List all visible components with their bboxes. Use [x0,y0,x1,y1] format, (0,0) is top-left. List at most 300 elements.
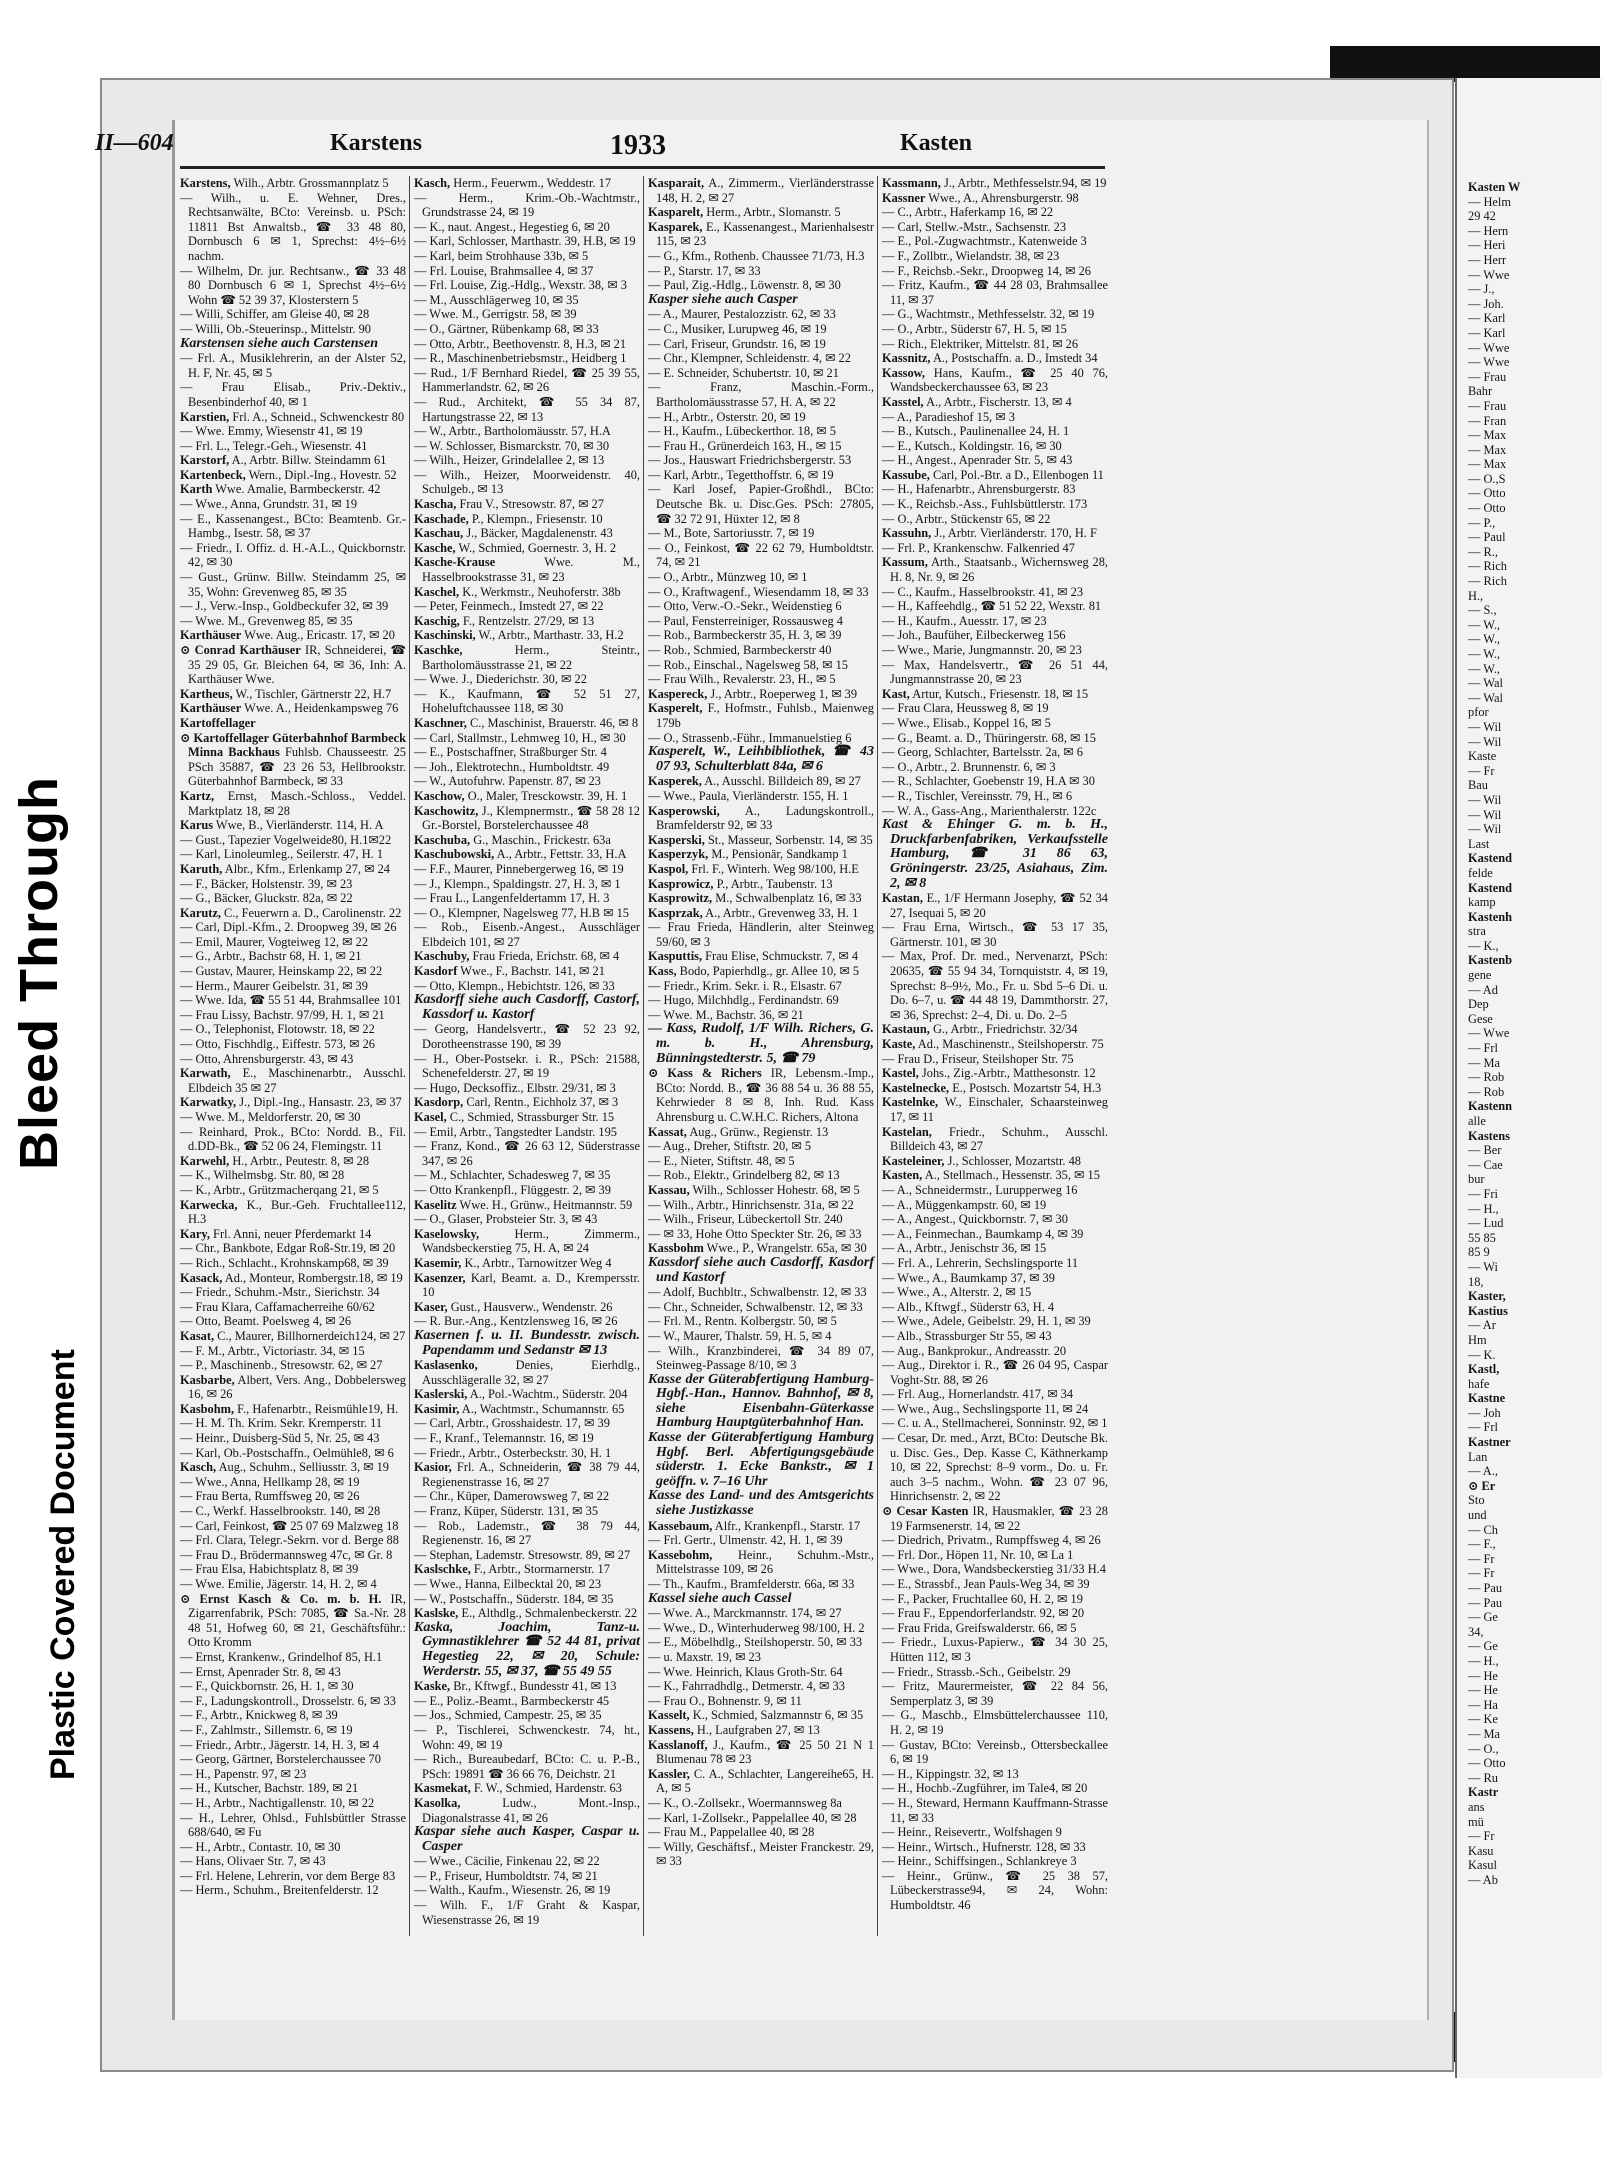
directory-entry [648,1125,874,1140]
entry-details: F. W., Schmied, Hardenstr. 63 [470,1781,622,1796]
adjacent-entry-fragment: Last [1468,836,1490,851]
directory-entry [648,293,874,308]
directory-entry [414,1329,640,1358]
directory-entry [414,1854,640,1869]
entry-details: — Wwe. M., Bachstr. 36, ✉ 21 [648,1007,804,1022]
entry-details: — Friedr., Arbtr., Jägerstr. 14, H. 3, ✉ 4 [180,1737,379,1752]
entry-details: — Wilh. F., 1/F Graht & Kaspar, Wiesenstrasse 26, ✉ 19 [414,1898,640,1927]
directory-entry [882,1314,1108,1329]
page-header [95,130,1095,164]
adjacent-entry-fragment: — Herr [1468,252,1507,267]
entry-details: — F., Ladungskontroll., Drosselstr. 6, ✉ 33 [180,1693,396,1708]
entry-details: K., Arbtr., Tarnowitzer Weg 4 [461,1255,612,1270]
entry-name: Karuth, [180,861,223,876]
adjacent-entry-fragment: — Joh. [1468,296,1504,311]
directory-entry [648,1811,874,1826]
entry-name: Kasat, [180,1328,215,1343]
directory-entry [180,1241,406,1256]
adjacent-entry-fragment: Kastr [1468,1785,1499,1800]
entry-details: — Wwe., Anna, Hellkamp 28, ✉ 19 [180,1474,360,1489]
directory-entry [180,1358,406,1373]
directory-entry [180,979,406,994]
directory-entry [414,1198,640,1213]
adjacent-entry-fragment: — Wal [1468,690,1503,705]
directory-entry [648,1154,874,1169]
directory-entry [648,949,874,964]
entry-details: Hans, Kaufm., ☎ 25 40 76, Wandsbeckerchaussee 63, ✉ 23 [890,365,1108,395]
directory-entry [180,322,406,337]
entry-name: Kasdorff [414,992,465,1008]
entry-name: Kasputtis, [648,949,703,964]
entry-details: — Wwe., A., Baumkamp 37, ✉ 39 [882,1270,1055,1285]
entry-details: — Cesar, Dr. med., Arzt, BCto: Deutsche Bk. u. Disc. Ges., Dep. Kasse C, Käthnerkamp 10, ✉ 22, Sprechst: 8–9 vorm., Do. u. Fr. auch 3–5 nachm., Wohn. ☎ 23 07 96, Hinrichsenstr. 2, ✉ 22 [882,1431,1108,1504]
directory-entry [180,1446,406,1461]
entry-details: — Ernst, Krankenw., Grindelhof 85, H.1 [180,1649,383,1664]
directory-entry [882,1548,1108,1563]
entry-details: — O., Glaser, Probsteier Str. 3, ✉ 43 [414,1212,598,1227]
directory-entry [882,774,1108,789]
directory-entry [648,1373,874,1431]
entry-details: — Heinr., Duisberg-Süd 5, Nr. 25, ✉ 43 [180,1431,380,1446]
entry-details: Ad., Monteur, Rombergstr.18, ✉ 19 [222,1270,403,1285]
directory-entry [180,439,406,454]
directory-entry [180,1227,406,1242]
directory-entry [882,307,1108,322]
entry-name: Kasimir, [414,1401,460,1416]
adjacent-entry-fragment: — Ar [1468,1318,1496,1333]
directory-entry [180,789,406,818]
entry-details: — Wilhelm, Dr. jur. Rechtsanw., ☎ 33 48 80 Dornbusch 6 ✉ 1, Sprechst 4½–6½ Wohn ☎ 52 39 37, Klosterstern 5 [180,263,406,307]
directory-entry [414,891,640,906]
directory-entry [882,1767,1108,1782]
adjacent-entry-fragment: bur [1468,1172,1485,1187]
entry-details: — Wwe. Emmy, Wiesenstr 41, ✉ 19 [180,424,363,439]
entry-name: Kasmekat, [414,1781,471,1796]
directory-entry [882,1533,1108,1548]
entry-details: — P., Friseur, Humboldtstr. 74, ✉ 21 [414,1868,598,1883]
directory-entry [414,1679,640,1694]
entry-name: Karthäuser [180,701,242,716]
directory-entry [648,1183,874,1198]
directory-entry [414,1883,640,1898]
directory-entry [882,512,1108,527]
directory-entry [414,439,640,454]
directory-entry [882,1562,1108,1577]
entry-details: Gust., Hausverw., Wendenstr. 26 [447,1299,613,1314]
entry-details: — O., Arbtr., Süderstr 67, H. 5, ✉ 15 [882,321,1067,336]
directory-entry [180,1285,406,1300]
directory-entry [648,1329,874,1344]
entry-details: — G., Maschb., Elmsbüttelerchaussee 110, H. 2, ✉ 19 [882,1708,1108,1737]
directory-entry [180,599,406,614]
entry-details: — Fritz, Kaufm., ☎ 44 28 03, Brahmsallee 11, ✉ 37 [882,278,1108,307]
entry-name: Kasche, [414,540,456,555]
entry-details: — Max, Prof. Dr. med., Nervenarzt, PSch: 20635, ☎ 55 94 34, Tornquiststr. 4, ✉ 19, Sprechst: 8–9½, Mo., Fr. u. Sbd 5–6 Di. u. Do. 6–7, u. ☎ 44 48 19, Dammthorstr. 27, ✉ 36, Sprechst: 2–4, Di. u. Do. 2–5 [882,949,1108,1022]
directory-entry [648,1694,874,1709]
directory-entry [882,1212,1108,1227]
directory-entry [648,789,874,804]
directory-entry [882,716,1108,731]
directory-entry [414,1548,640,1563]
entry-details: — Wwe. Ida, ☎ 55 51 44, Brahmsallee 101 [180,993,402,1008]
entry-details: Frau Frieda, Erichstr. 68, ✉ 4 [469,949,620,964]
entry-details: C., Schmied, Strassburger Str. 15 [446,1110,615,1124]
entry-details: Wwe. M., Hasselbrookstrasse 31, ✉ 23 [422,555,640,585]
directory-entry [180,993,406,1008]
entry-name: Karstensen [180,335,245,351]
entry-name: Kasparelt, [648,205,704,220]
entry-details: Herm., Feuerwm., Weddestr. 17 [450,176,612,190]
directory-entry [414,424,640,439]
entry-details: — Gustav, BCto: Vereinsb., Ottersbeckallee 6, ✉ 19 [882,1737,1108,1767]
directory-entry [414,1022,640,1051]
entry-details: — Frl. A., Musiklehrerin, an der Alster 52, H. F, Nr. 45, ✉ 5 [180,351,406,380]
directory-entry [648,1533,874,1548]
adjacent-entry-fragment: 55 85 [1468,1230,1496,1245]
entry-name: Kasbarbe, [180,1372,235,1387]
adjacent-entry-fragment: — Wi [1468,1259,1498,1274]
directory-entry [882,745,1108,760]
directory-entry [882,541,1108,556]
entry-details: Br., Kftwgf., Bundesstr 41, ✉ 13 [450,1679,617,1694]
directory-entry [414,1708,640,1723]
directory-entry [648,1840,874,1869]
entry-details: O., Maler, Tresckowstr. 39, H. 1 [464,788,628,803]
directory-entry [882,760,1108,775]
directory-entry [648,1723,874,1738]
directory-entry [414,1256,640,1271]
entry-name: Kaske, [414,1679,451,1694]
entry-details: Wwe., P., Wrangelstr. 65a, ✉ 30 [703,1241,867,1256]
entry-details: — Otto Krankenpfl., Flüggestr. 2, ✉ 39 [414,1182,611,1197]
entry-details: — E., Kassenangest., BCto: Beamtenb. Gr.-Hambg., Isestr. 58, ✉ 37 [180,511,406,541]
directory-entry [648,643,874,658]
entry-details: — Frau O., Bohnenstr. 9, ✉ 11 [648,1693,802,1708]
directory-entry [648,1708,874,1723]
adjacent-entry-fragment: Kastens [1468,1128,1510,1143]
entry-details: — Otto, Arbtr., Beethovenstr. 8, H.3, ✉ 21 [414,336,627,351]
entry-name: Kaschner, [414,715,467,730]
directory-entry [414,1168,640,1183]
adjacent-entry-fragment: — Otto [1468,486,1506,501]
entry-details: — Rob., Einschal., Nagelsweg 58, ✉ 15 [648,657,848,672]
directory-entry [414,526,640,541]
entry-details: — Karl, Linoleumleg., Seilerstr. 47, H. 1 [180,847,384,862]
adjacent-entry-fragment: Kasu [1468,1843,1494,1858]
adjacent-entry-fragment: — Karl [1468,311,1506,326]
adjacent-entry-fragment: — Fran [1468,413,1507,428]
page-number: II—604 [95,130,174,156]
directory-entry [648,701,874,730]
entry-details: — G., Wachtmstr., Methfesselstr. 32, ✉ 19 [882,307,1095,322]
directory-entry [414,541,640,556]
entry-details: — Frau Elsa, Habichtsplatz 8, ✉ 39 [180,1562,359,1577]
entry-name: Kassau, [648,1182,690,1197]
entry-details: — Frl. Clara, Telegr.-Sekrn. vor d. Berge 88 [180,1533,399,1548]
adjacent-entry-fragment: 29 42 [1468,209,1496,224]
entry-details: siehe auch Carstensen [244,335,378,351]
directory-entry [180,964,406,979]
entry-name: ⊙ Kartoffellager Güterbahnhof Barmbeck Minna Backhaus [180,730,406,760]
adjacent-entry-fragment: — K. [1468,1347,1496,1362]
entry-details: — Rich., Elektriker, Mittelstr. 81, ✉ 26 [882,336,1079,351]
directory-entry [648,804,874,833]
entry-details: A., Ausschl. Billdeich 89, ✉ 27 [701,774,861,789]
entry-details: P., Arbtr., Taubenstr. 13 [713,876,833,891]
entry-details: — Emil, Maurer, Vogteiweg 12, ✉ 22 [180,934,369,949]
adjacent-entry-fragment: — Ber [1468,1143,1502,1158]
directory-entry [882,920,1108,949]
directory-entry [180,1460,406,1475]
adjacent-entry-fragment: 34, [1468,1624,1484,1639]
directory-entry [648,1008,874,1023]
column-3 [648,176,874,1936]
entry-details: — Frl. L., Telegr.-Geh., Wiesenstr. 41 [180,438,368,453]
entry-name: Kassat, [648,1124,687,1139]
adjacent-entry-fragment: felde [1468,865,1493,880]
entry-details: — Frau F., Eppendorferlandstr. 92, ✉ 20 [882,1606,1085,1621]
entry-details: — ✉ 33, Hohe Otto Speckter Str. 26, ✉ 33 [648,1226,862,1241]
entry-details: K., Werkmstr., Neuhoferstr. 38b [459,584,621,599]
directory-entry [648,1592,874,1607]
entry-details: — H., Papenstr. 97, ✉ 23 [180,1766,307,1781]
directory-entry [648,1022,874,1066]
entry-name: Kasslanoff, [648,1737,708,1752]
adjacent-entry-fragment: — Ma [1468,1726,1501,1741]
entry-details: — H., Kaufm., Auesstr. 17, ✉ 23 [882,613,1047,628]
adjacent-entry-fragment: ans [1468,1799,1485,1814]
adjacent-entry-fragment: 85 9 [1468,1245,1490,1260]
directory-entry [180,1095,406,1110]
entry-name: Kastelnecke, [882,1080,950,1095]
entry-details: H., Laufgraben 27, ✉ 13 [693,1722,820,1737]
directory-entry [648,424,874,439]
directory-entry [180,643,406,687]
directory-entry [180,1475,406,1490]
entry-details: — A., Paradieshof 15, ✉ 3 [882,409,1015,424]
entry-details: — A., Schneidermstr., Lurupperweg 16 [882,1182,1078,1197]
directory-entry [648,1139,874,1154]
entry-details: — E., Strassbf., Jean Pauls-Weg 34, ✉ 39 [882,1577,1090,1591]
entry-details: C., Maurer, Billhornerdeich124, ✉ 27 [214,1328,406,1343]
directory-entry [648,1519,874,1534]
entry-name: Kassdorf [648,1254,700,1270]
directory-entry [414,293,640,308]
directory-entry [648,1300,874,1315]
directory-entry [414,964,640,979]
entry-name: Kastelan, [882,1124,932,1139]
directory-entry [648,891,874,906]
entry-name: Kast & Ehinger G. m. b. H., [882,817,1108,833]
entry-name: Kasse der Güterabfertigung [648,1430,813,1446]
entry-details: — Friedr., Krim. Sekr. i. R., Elsastr. 67 [648,978,842,993]
directory-entry [648,1314,874,1329]
entry-details: — Alb., Kftwgf., Süderstr 63, H. 4 [882,1299,1055,1314]
directory-entry [882,1037,1108,1052]
directory-entry [180,891,406,906]
adjacent-entry-fragment: — Fri [1468,1186,1498,1201]
adjacent-entry-fragment: — J., [1468,282,1495,297]
entry-name: Karwehl, [180,1153,230,1168]
directory-entry [180,1869,406,1884]
entry-details: — M., Bote, Sartoriusstr. 7, ✉ 19 [648,526,815,541]
adjacent-entry-fragment: Kastner [1468,1435,1511,1450]
directory-entry [180,1037,406,1052]
entry-details: IR, Schneiderei, ☎ 35 29 05, Gr. Bleichen 64, ✉ 36, Inh: A. Karthäuser Wwe. [188,643,406,687]
entry-details: — Gustav, Maurer, Heinskamp 22, ✉ 22 [180,964,383,979]
entry-details: — Otto, Fischhdlg., Eiffestr. 573, ✉ 26 [180,1037,375,1052]
entry-name: Kascha, [414,497,457,512]
entry-details: — O., Arbtr., Stückenstr 65, ✉ 22 [882,511,1051,526]
directory-entry [180,847,406,862]
adjacent-entry-fragment: — Fr [1468,1829,1495,1844]
directory-entry [414,1446,640,1461]
entry-name: Kaslasenko, [414,1358,478,1373]
entry-details: J., Kaufm., ☎ 25 50 21 N 1 Blumenau 78 ✉ 23 [656,1737,874,1767]
directory-entry [414,1183,640,1198]
entry-details: — F., Zollbtr., Wielandstr. 38, ✉ 23 [882,248,1060,263]
directory-entry [414,176,640,191]
directory-entry [180,1548,406,1563]
entry-details: M., Pensionär, Sandkamp 1 [708,847,848,862]
entry-details: — H., Kaufm., Lübeckerthor. 18, ✉ 5 [648,424,836,439]
directory-entry [180,1650,406,1665]
directory-entry [648,410,874,425]
entry-details: — Rob., Lademstr., ☎ 38 79 44, Regienenstr. 16, ✉ 27 [414,1518,640,1548]
entry-name: Kasior, [414,1460,452,1475]
entry-details: — O., Strassenb.-Führ., Immanuelstieg 6 [648,730,852,745]
directory-entry [882,1781,1108,1796]
adjacent-entry-fragment: — Fr [1468,1551,1495,1566]
directory-entry [882,395,1108,410]
directory-entry [180,862,406,877]
adjacent-entry-fragment: Kastenn [1468,1099,1513,1114]
entry-details: — Aug., Direktor i. R., ☎ 26 04 95, Caspar Voght-Str. 88, ✉ 26 [882,1358,1108,1387]
entry-details: — K., Kaufmann, ☎ 52 51 27, Hoheluftchaussee 118, ✉ 30 [414,686,640,716]
entry-details: — A., Arbtr., Jenischstr 36, ✉ 15 [882,1241,1047,1256]
directory-entry [882,1504,1108,1533]
entry-name: Kasperzyk, [648,847,709,862]
entry-details: — A., Angest., Quickbornstr. 7, ✉ 30 [882,1212,1068,1227]
entry-name: Kassum, [882,555,928,570]
directory-entry [414,687,640,716]
directory-entry [648,1431,874,1489]
entry-details: — C. u. A., Stellmacherei, Sonninstr. 92, ✉ 1 [882,1416,1108,1431]
directory-entry [648,1796,874,1811]
column-divider [877,176,878,1936]
directory-entry [882,1738,1108,1767]
directory-entry [414,278,640,293]
adjacent-entry-fragment: Kasul [1468,1858,1497,1873]
entry-details: E., Kassenangest., Marienhalsestr 115, ✉ 23 [656,219,874,249]
directory-entry [180,701,406,716]
adjacent-entry-fragment: — Wil [1468,807,1502,822]
adjacent-entry-fragment: Kastend [1468,880,1513,895]
entry-details: — H., Arbtr., Osterstr. 20, ✉ 19 [648,409,806,424]
adjacent-entry-fragment: Hm [1468,1332,1487,1347]
adjacent-entry-fragment: — O., [1468,1741,1499,1756]
entry-details: Tanz-u. Gymnastiklehrer ☎ 52 44 81, privat Hegestieg 22, ✉ 20, Schule: Werderstr. 55, ✉ 37, ☎ 55 49 55 [422,1619,640,1679]
directory-entry [414,497,640,512]
entry-name: Karutz, [180,905,221,920]
directory-entry [414,804,640,833]
entry-details: — R., Maschinenbetriebsmstr., Heidberg 1 [414,351,627,366]
entry-details: — Carl, Stellw.-Mstr., Sachsenstr. 23 [882,219,1067,234]
entry-name: Kartz, [180,788,215,803]
entry-details: J., Klempnermstr., ☎ 58 28 12 Gr.-Borstel, Borstelerchaussee 48 [422,803,640,833]
entry-details: — Frl. M., Rentn. Kolbergstr. 50, ✉ 5 [648,1314,837,1329]
entry-details: — Carl, Stallmstr., Lehmweg 10, H., ✉ 30 [414,730,626,745]
entry-details: — F. M., Arbtr., Victoriastr. 34, ✉ 15 [180,1343,365,1358]
entry-name: Kastan, [882,891,923,906]
adjacent-entry-fragment: — Rich [1468,559,1507,574]
entry-details: — Walth., Kaufm., Wiesenstr. 26, ✉ 19 [414,1883,611,1898]
entry-details: W., Tischler, Gärtnerstr 22, H.7 [232,686,392,701]
entry-details: — E., Möbelhdlg., Steilshoperstr. 50, ✉ 33 [648,1635,863,1650]
entry-details: — Kass, Rudolf, 1/F Wilh. Richers, G. m. b. H., Ahrensburg, Bünningstedterstr. 5, ☎ 79 [648,1021,874,1066]
entry-details: siehe Justizkasse [656,1503,754,1519]
directory-entry [648,1621,874,1636]
directory-entry [180,351,406,380]
entry-name: Kaschke, [414,643,463,657]
directory-entry [882,1256,1108,1271]
adjacent-entry-fragment: — Hern [1468,223,1509,238]
directory-entry [648,906,874,921]
entry-details: — Georg, Handelsvertr., ☎ 52 23 92, Dorotheenstrasse 190, ✉ 39 [414,1022,640,1052]
entry-details: — Frau Frida, Greifswalderstr. 66, ✉ 5 [882,1620,1077,1635]
entry-details: Albr., Kfm., Erlenkamp 27, ✉ 24 [222,861,390,876]
entry-details: — Paul, Zig.-Hdlg., Löwenstr. 8, ✉ 30 [648,278,841,293]
entry-name: Kasdorp, [414,1095,464,1110]
directory-entry [882,410,1108,425]
directory-entry [180,1781,406,1796]
entry-details: — O., Arbtr., Münzweg 10, ✉ 1 [648,570,808,585]
directory-entry [648,1606,874,1621]
directory-entry [648,176,874,205]
directory-entry [414,191,640,220]
entry-details: — Hugo, Milchhdlg., Ferdinandstr. 69 [648,993,839,1008]
entry-details: A., Postschaffn. a. D., Imstedt 34 [930,351,1098,366]
entry-details: — Wwe. M., Gerrigstr. 58, ✉ 39 [414,307,577,322]
directory-entry [648,541,874,570]
directory-entry [180,176,406,191]
entry-name: Kaska, Joachim, [414,1619,552,1635]
entry-name: Kasselt, [648,1708,690,1723]
directory-entry [882,1227,1108,1242]
adjacent-entry-fragment: — Wil [1468,822,1502,837]
entry-details: — Rich., Schlacht., Krohnskamp68, ✉ 39 [180,1255,389,1270]
entry-details: Wwe., A., Ahrensburgerstr. 98 [925,190,1079,205]
entry-details: — Karl, 1-Zollsekr., Pappelallee 40, ✉ 28 [648,1810,857,1825]
directory-entry [882,1416,1108,1431]
directory-entry [882,176,1108,191]
directory-entry [648,964,874,979]
directory-entry [882,1621,1108,1636]
entry-details: — A., Müggenkampstr. 60, ✉ 19 [882,1197,1047,1212]
directory-entry [180,1796,406,1811]
directory-entry [180,1431,406,1446]
entry-details: — H., Kaffeehdlg., ☎ 51 52 22, Wexstr. 81 [882,599,1102,614]
directory-entry [180,818,406,833]
directory-entry [882,599,1108,614]
entry-name: Kasolka, [414,1795,461,1810]
entry-details: — E., Kutsch., Koldingstr. 16, ✉ 30 [882,438,1062,453]
directory-entry [648,774,874,789]
entry-details: — Wilh., Friseur, Lübeckertoll Str. 240 [648,1212,843,1227]
entry-details: Denies, Eierhdlg., Ausschlägeralle 32, ✉ 27 [422,1358,640,1387]
directory-entry [180,1402,406,1417]
entry-details: — F., Packer, Fruchtallee 60, H. 2, ✉ 19 [882,1591,1083,1606]
